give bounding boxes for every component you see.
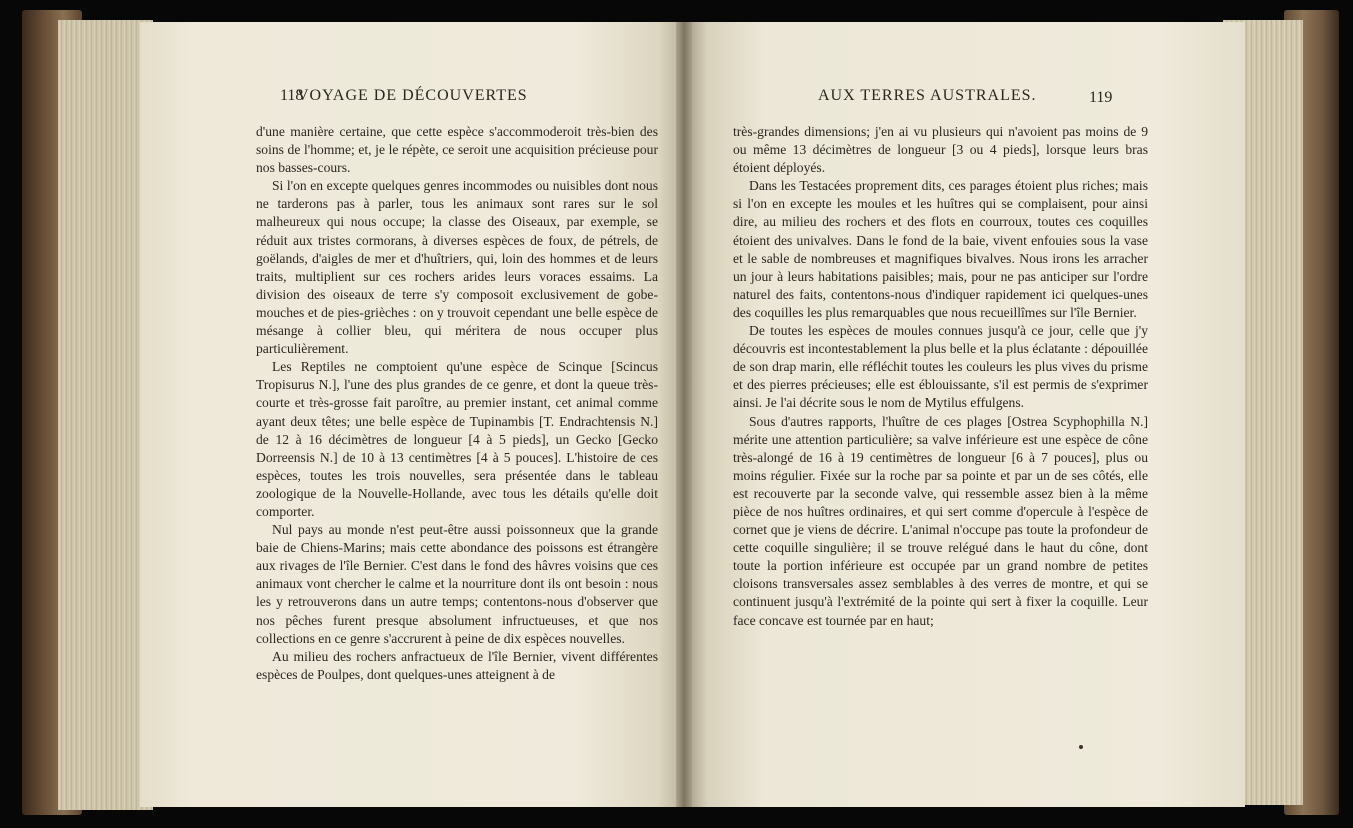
right-page-body <box>733 123 1148 630</box>
right-running-head: AUX TERRES AUSTRALES. <box>818 87 1037 104</box>
paragraph: d'une manière certaine, que cette espèce s'accommoderoit très-bien des soins de l'homme; et, je le répète, ce seroit une acquisition précieuse pour nos basses-cours. <box>256 124 658 176</box>
paragraph: De toutes les espèces de moules connues jusqu'à ce jour, celle que j'y découvris est incontestablement la plus belle et la plus éclatante : dépouillée de son drap marin, elle réfléchit toutes les couleurs les plus vives du prisme et des pierres précieuses; elle est éblouissante, s'il est permis de s'exprimer ainsi. Je l'ai décrite sous le nom de Mytilus effulgens. <box>733 323 1148 411</box>
right-page-number: 119 <box>1089 89 1113 106</box>
page-edges-left <box>58 20 153 810</box>
left-page <box>140 22 685 807</box>
left-page-body <box>256 123 658 684</box>
book-gutter <box>676 22 692 807</box>
paragraph: Nul pays au monde n'est peut-être aussi poissonneux que la grande baie de Chiens-Marins; mais cette abondance des poissons est étrangère aux rivages de l'île Bernier. C'est dans le fond des hâvres voisins que ces animaux vont chercher le calme et la nourriture dont ils ont besoin : nous les y retrouverons dans un autre temps; contentons-nous d'observer que nos pêches furent presque absolument infructueuses, et que nos collections en ce genre s'accrurent à peine de dix espèces nouvelles. <box>256 522 658 646</box>
paragraph: Dans les Testacées proprement dits, ces parages étoient plus riches; mais si l'on en excepte les moules et les huîtres qui se complaisent, pour ainsi dire, au milieu des rochers et des flots en courroux, toutes ces coquilles étoient des univalves. Dans le fond de la baie, vivent enfouies sous la vase et le sable de nombreuses et magnifiques bivalves. Nous irons les arracher un jour à leurs habitations paisibles; mais, pour ne pas anticiper sur l'ordre naturel des faits, contentons-nous d'indiquer rapidement ici quelques-unes des coquilles les plus remarquables que nous recueillîmes sur l'île Bernier. <box>733 178 1148 320</box>
paragraph: très-grandes dimensions; j'en ai vu plusieurs qui n'avoient pas moins de 9 ou même 13 décimètres de longueur [3 ou 4 pieds], lorsque leurs bras étoient déployés. <box>733 124 1148 176</box>
right-page <box>685 22 1245 807</box>
ink-spot <box>1079 745 1083 749</box>
paragraph: Sous d'autres rapports, l'huître de ces plages [Ostrea Scyphophilla N.] mérite une attention particulière; sa valve inférieure est une espèce de cône très-alongé de 16 à 19 centimètres de longueur [6 à 7 pouces], plus ou moins régulier. Fixée sur la roche par sa pointe et par un de ses côtés, elle est recouverte par la seconde valve, qui ressemble assez bien à la même pièce de nos huîtres ordinaires, et qui sert comme d'opercule à l'espèce de cornet que je viens de décrire. L'animal n'occupe pas toute la profondeur de cette coquille singulière; il se trouve relégué dans le haut du cône, dont toute la portion inférieure est occupée par un grand nombre de petites cloisons transversales assez semblables à des verres de montre, et qui se continuent jusqu'à l'extrémité de la pointe qui sert à fixer la coquille. Leur face concave est tournée par en haut; <box>733 413 1148 628</box>
paragraph: Les Reptiles ne comptoient qu'une espèce de Scinque [Scincus Tropisurus N.], l'une des plus grandes de ce genre, et dont la queue très-courte et très-grosse fait paroître, au premier instant, cet animal comme ayant deux têtes; une belle espèce de Tupinambis [T. Endrachtensis N.] de 12 à 16 décimètres de longueur [4 à 5 pieds], un Gecko [Gecko Dorreensis N.] de 10 à 13 centimètres [4 à 5 pouces]. L'histoire de ces espèces, toutes les trois nouvelles, sera présentée dans le tableau zoologique de la Nouvelle-Hollande, avec tous les détails qu'elle doit comporter. <box>256 359 658 519</box>
paragraph: Si l'on en excepte quelques genres incommodes ou nuisibles dont nous ne tarderons pas à parler, tous les animaux sont rares sur le sol malheureux qui nous occupe; la classe des Oiseaux, par exemple, se réduit aux tristes cormorans, à diverses espèces de foux, de pétrels, de goëlands, d'aigles de mer et d'huîtriers, qui, loin des hommes et de leurs traits, multiplient sur ces rochers arides leurs voraces essaims. La division des oiseaux de terre s'y composoit exclusivement de gobe-mouches et de pies-grièches : on y trouvoit cependant une belle espèce de mésange à collier bleu, qui méritera de nous occuper plus particulièrement. <box>256 178 658 357</box>
paragraph: Au milieu des rochers anfractueux de l'île Bernier, vivent différentes espèces de Poulpes, dont quelques-unes atteignent à de <box>256 648 658 682</box>
left-running-head: VOYAGE DE DÉCOUVERTES <box>297 87 528 104</box>
left-page-number: 118 <box>280 87 304 104</box>
